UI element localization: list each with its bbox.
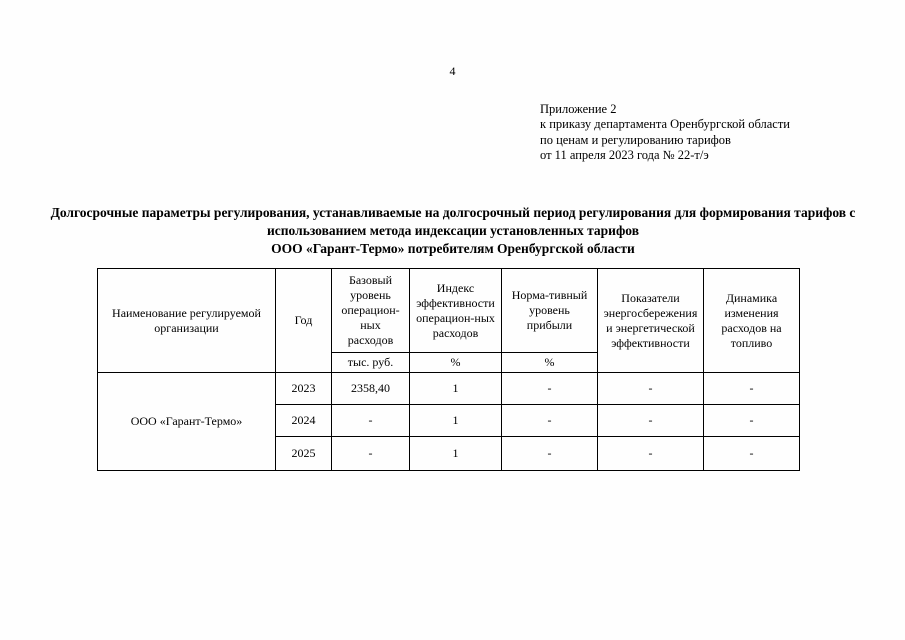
- profit-cell: -: [502, 373, 598, 405]
- table-row-2023: [98, 373, 800, 405]
- unit-base-level: тыс. руб.: [332, 353, 410, 373]
- unit-profit-level: %: [502, 353, 598, 373]
- header-efficiency-index: Индекс эффективности операцион-ных расходов: [410, 269, 502, 353]
- energy-cell: -: [598, 373, 704, 405]
- unit-efficiency-index: %: [410, 353, 502, 373]
- base-cell: -: [332, 437, 410, 471]
- fuel-cell: -: [704, 437, 800, 471]
- document-title-org: ООО «Гарант-Термо» потребителям Оренбургской области: [271, 241, 635, 257]
- header-org: Наименование регулируемой организации: [98, 269, 276, 373]
- org-name-cell: ООО «Гарант-Термо»: [98, 373, 276, 471]
- energy-cell: -: [598, 405, 704, 437]
- header-energy: Показатели энергосбережения и энергетической эффективности: [598, 269, 704, 373]
- table-header-row: [98, 269, 800, 353]
- index-cell: 1: [410, 373, 502, 405]
- annex-line-4: от 11 апреля 2023 года № 22-т/э: [540, 147, 709, 162]
- base-cell: 2358,40: [332, 373, 410, 405]
- header-base-level: Базовый уровень операцион-ных расходов: [332, 269, 410, 353]
- base-cell: -: [332, 405, 410, 437]
- profit-cell: -: [502, 405, 598, 437]
- index-cell: 1: [410, 437, 502, 471]
- header-fuel: Динамика изменения расходов на топливо: [704, 269, 800, 373]
- parameters-table: [97, 268, 800, 471]
- year-cell: 2025: [276, 437, 332, 471]
- fuel-cell: -: [704, 405, 800, 437]
- year-cell: 2024: [276, 405, 332, 437]
- annex-block: [540, 102, 870, 163]
- energy-cell: -: [598, 437, 704, 471]
- document-title: [48, 204, 858, 259]
- parameters-table-wrap: [97, 268, 800, 471]
- index-cell: 1: [410, 405, 502, 437]
- header-year: Год: [276, 269, 332, 373]
- fuel-cell: -: [704, 373, 800, 405]
- header-profit-level: Норма-тивный уровень прибыли: [502, 269, 598, 353]
- document-title-main: Долгосрочные параметры регулирования, устанавливаемые на долгосрочный период регулирования для формирования тарифов с использованием метода индексации установленных тарифов: [50, 205, 856, 239]
- page-number: 4: [449, 64, 456, 78]
- year-cell: 2023: [276, 373, 332, 405]
- annex-line-3: по ценам и регулированию тарифов: [540, 132, 731, 147]
- profit-cell: -: [502, 437, 598, 471]
- annex-line-1: Приложение 2: [540, 102, 617, 116]
- annex-line-2: к приказу департамента Оренбургской области: [540, 117, 790, 132]
